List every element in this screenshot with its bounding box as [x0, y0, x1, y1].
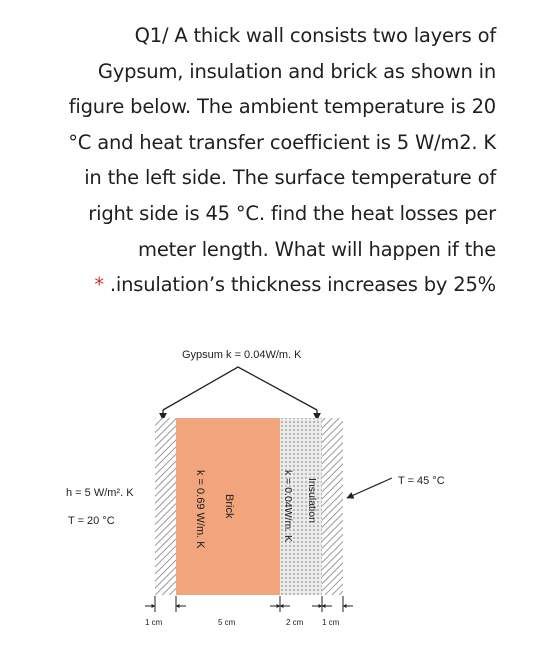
question-line-6: right side is 45 °C. find the heat losses per	[88, 201, 496, 225]
dim-gypsum-right: 1 cm	[322, 618, 340, 627]
question-line-5: in the left side. The surface temperature of	[84, 166, 496, 190]
insulation-k-label: k = 0.04W/m. K	[282, 470, 294, 543]
left-T-label: T = 20 °C	[68, 515, 115, 527]
question-last-line: .insulation’s thickness increases by 25%	[109, 273, 496, 297]
question-line-7: meter length. What will happen if the	[138, 237, 496, 261]
dim-brick: 5 cm	[218, 618, 236, 627]
question-line-3: figure below. The ambient temperature is 20	[68, 95, 496, 119]
brick-name-label: Brick	[223, 494, 235, 519]
required-asterisk: *	[94, 273, 104, 297]
question-line-1: Q1/ A thick wall consists two layers of	[134, 24, 496, 47]
right-T-arrow	[347, 478, 392, 498]
gypsum-pointer	[163, 367, 317, 410]
dim-insulation: 2 cm	[286, 618, 304, 627]
dimension-markers	[145, 596, 353, 612]
right-T-label: T = 45 °C	[398, 475, 445, 487]
gypsum-layer-left	[155, 418, 176, 595]
gypsum-label: Gypsum k = 0.04W/m. K	[182, 349, 302, 361]
question-line-2: Gypsum, insulation and brick as shown in	[97, 59, 496, 83]
brick-k-label: k = 0.69 W/m. K	[194, 470, 206, 549]
left-h-label: h = 5 W/m². K	[66, 487, 134, 499]
insulation-name-label: Insulation	[306, 478, 318, 523]
question-line-4: °C and heat transfer coefficient is 5 W/m2. K	[68, 130, 496, 154]
gypsum-layer-right	[322, 418, 343, 595]
dim-gypsum-left: 1 cm	[145, 618, 163, 627]
